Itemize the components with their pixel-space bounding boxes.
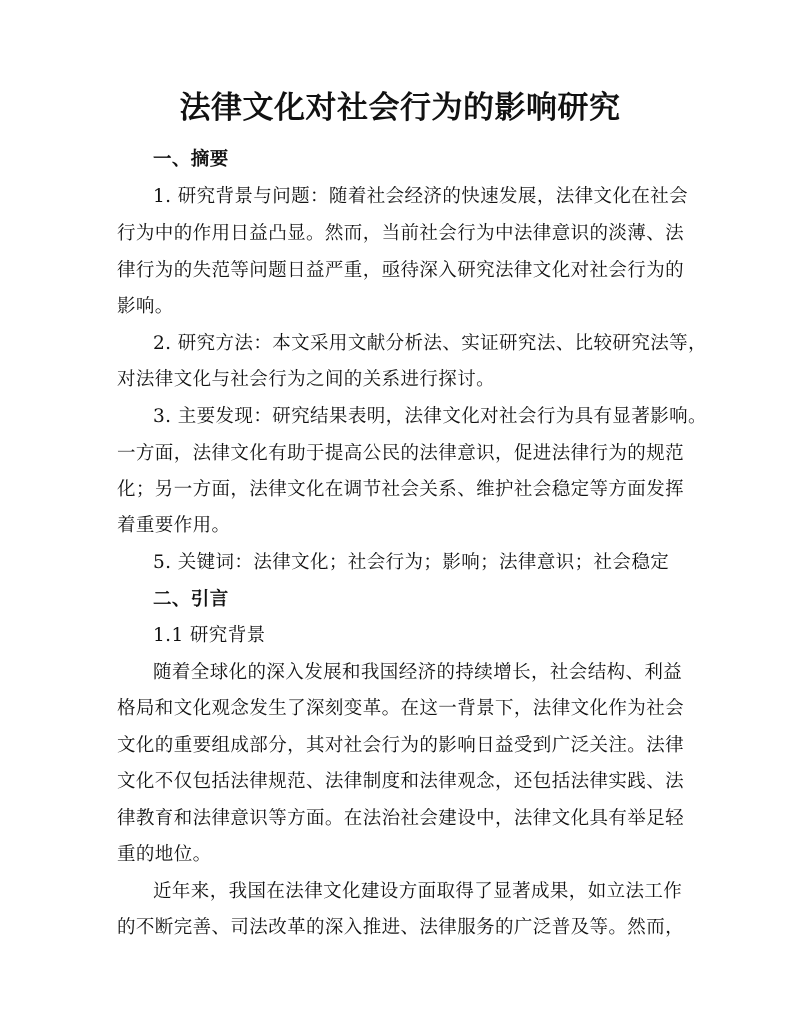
paragraph-line: 的不断完善、司法改革的深入推进、法律服务的广泛普及等。然而， (117, 917, 685, 938)
paragraph-line: 2. 研究方法：本文采用文献分析法、实证研究法、比较研究法等， (153, 333, 707, 354)
paragraph-line: 影响。 (117, 296, 174, 317)
section-heading-introduction: 二、引言 (153, 589, 229, 610)
paragraph-line: 重的地位。 (117, 844, 212, 865)
paragraph-line: 律行为的失范等问题日益严重，亟待深入研究法律文化对社会行为的 (117, 260, 685, 281)
paragraph-line: 1. 研究背景与问题：随着社会经济的快速发展，法律文化在社会 (153, 186, 689, 207)
paragraph-line: 行为中的作用日益凸显。然而，当前社会行为中法律意识的淡薄、法 (117, 223, 685, 244)
document-title: 法律文化对社会行为的影响研究 (179, 90, 621, 126)
paragraph-line: 格局和文化观念发生了深刻变革。在这一背景下，法律文化作为社会 (117, 698, 685, 719)
keywords-line: 5. 关键词：法律文化；社会行为；影响；法律意识；社会稳定 (153, 552, 670, 573)
subsection-heading-background: 1.1 研究背景 (153, 625, 266, 646)
paragraph-line: 一方面，法律文化有助于提高公民的法律意识，促进法律行为的规范 (117, 443, 685, 464)
paragraph-line: 文化的重要组成部分，其对社会行为的影响日益受到广泛关注。法律 (117, 735, 685, 756)
paragraph-line: 随着全球化的深入发展和我国经济的持续增长，社会结构、利益 (153, 662, 683, 683)
paragraph-line: 文化不仅包括法律规范、法律制度和法律观念，还包括法律实践、法 (117, 771, 685, 792)
paragraph-line: 律教育和法律意识等方面。在法治社会建设中，法律文化具有举足轻 (117, 808, 685, 829)
paragraph-line: 着重要作用。 (117, 515, 231, 536)
paragraph-line: 3. 主要发现：研究结果表明，法律文化对社会行为具有显著影响。 (153, 406, 707, 427)
paragraph-line: 近年来，我国在法律文化建设方面取得了显著成果，如立法工作 (153, 881, 683, 902)
paragraph-line: 化；另一方面，法律文化在调节社会关系、维护社会稳定等方面发挥 (117, 479, 685, 500)
section-heading-abstract: 一、摘要 (153, 149, 229, 170)
paragraph-line: 对法律文化与社会行为之间的关系进行探讨。 (117, 369, 496, 390)
